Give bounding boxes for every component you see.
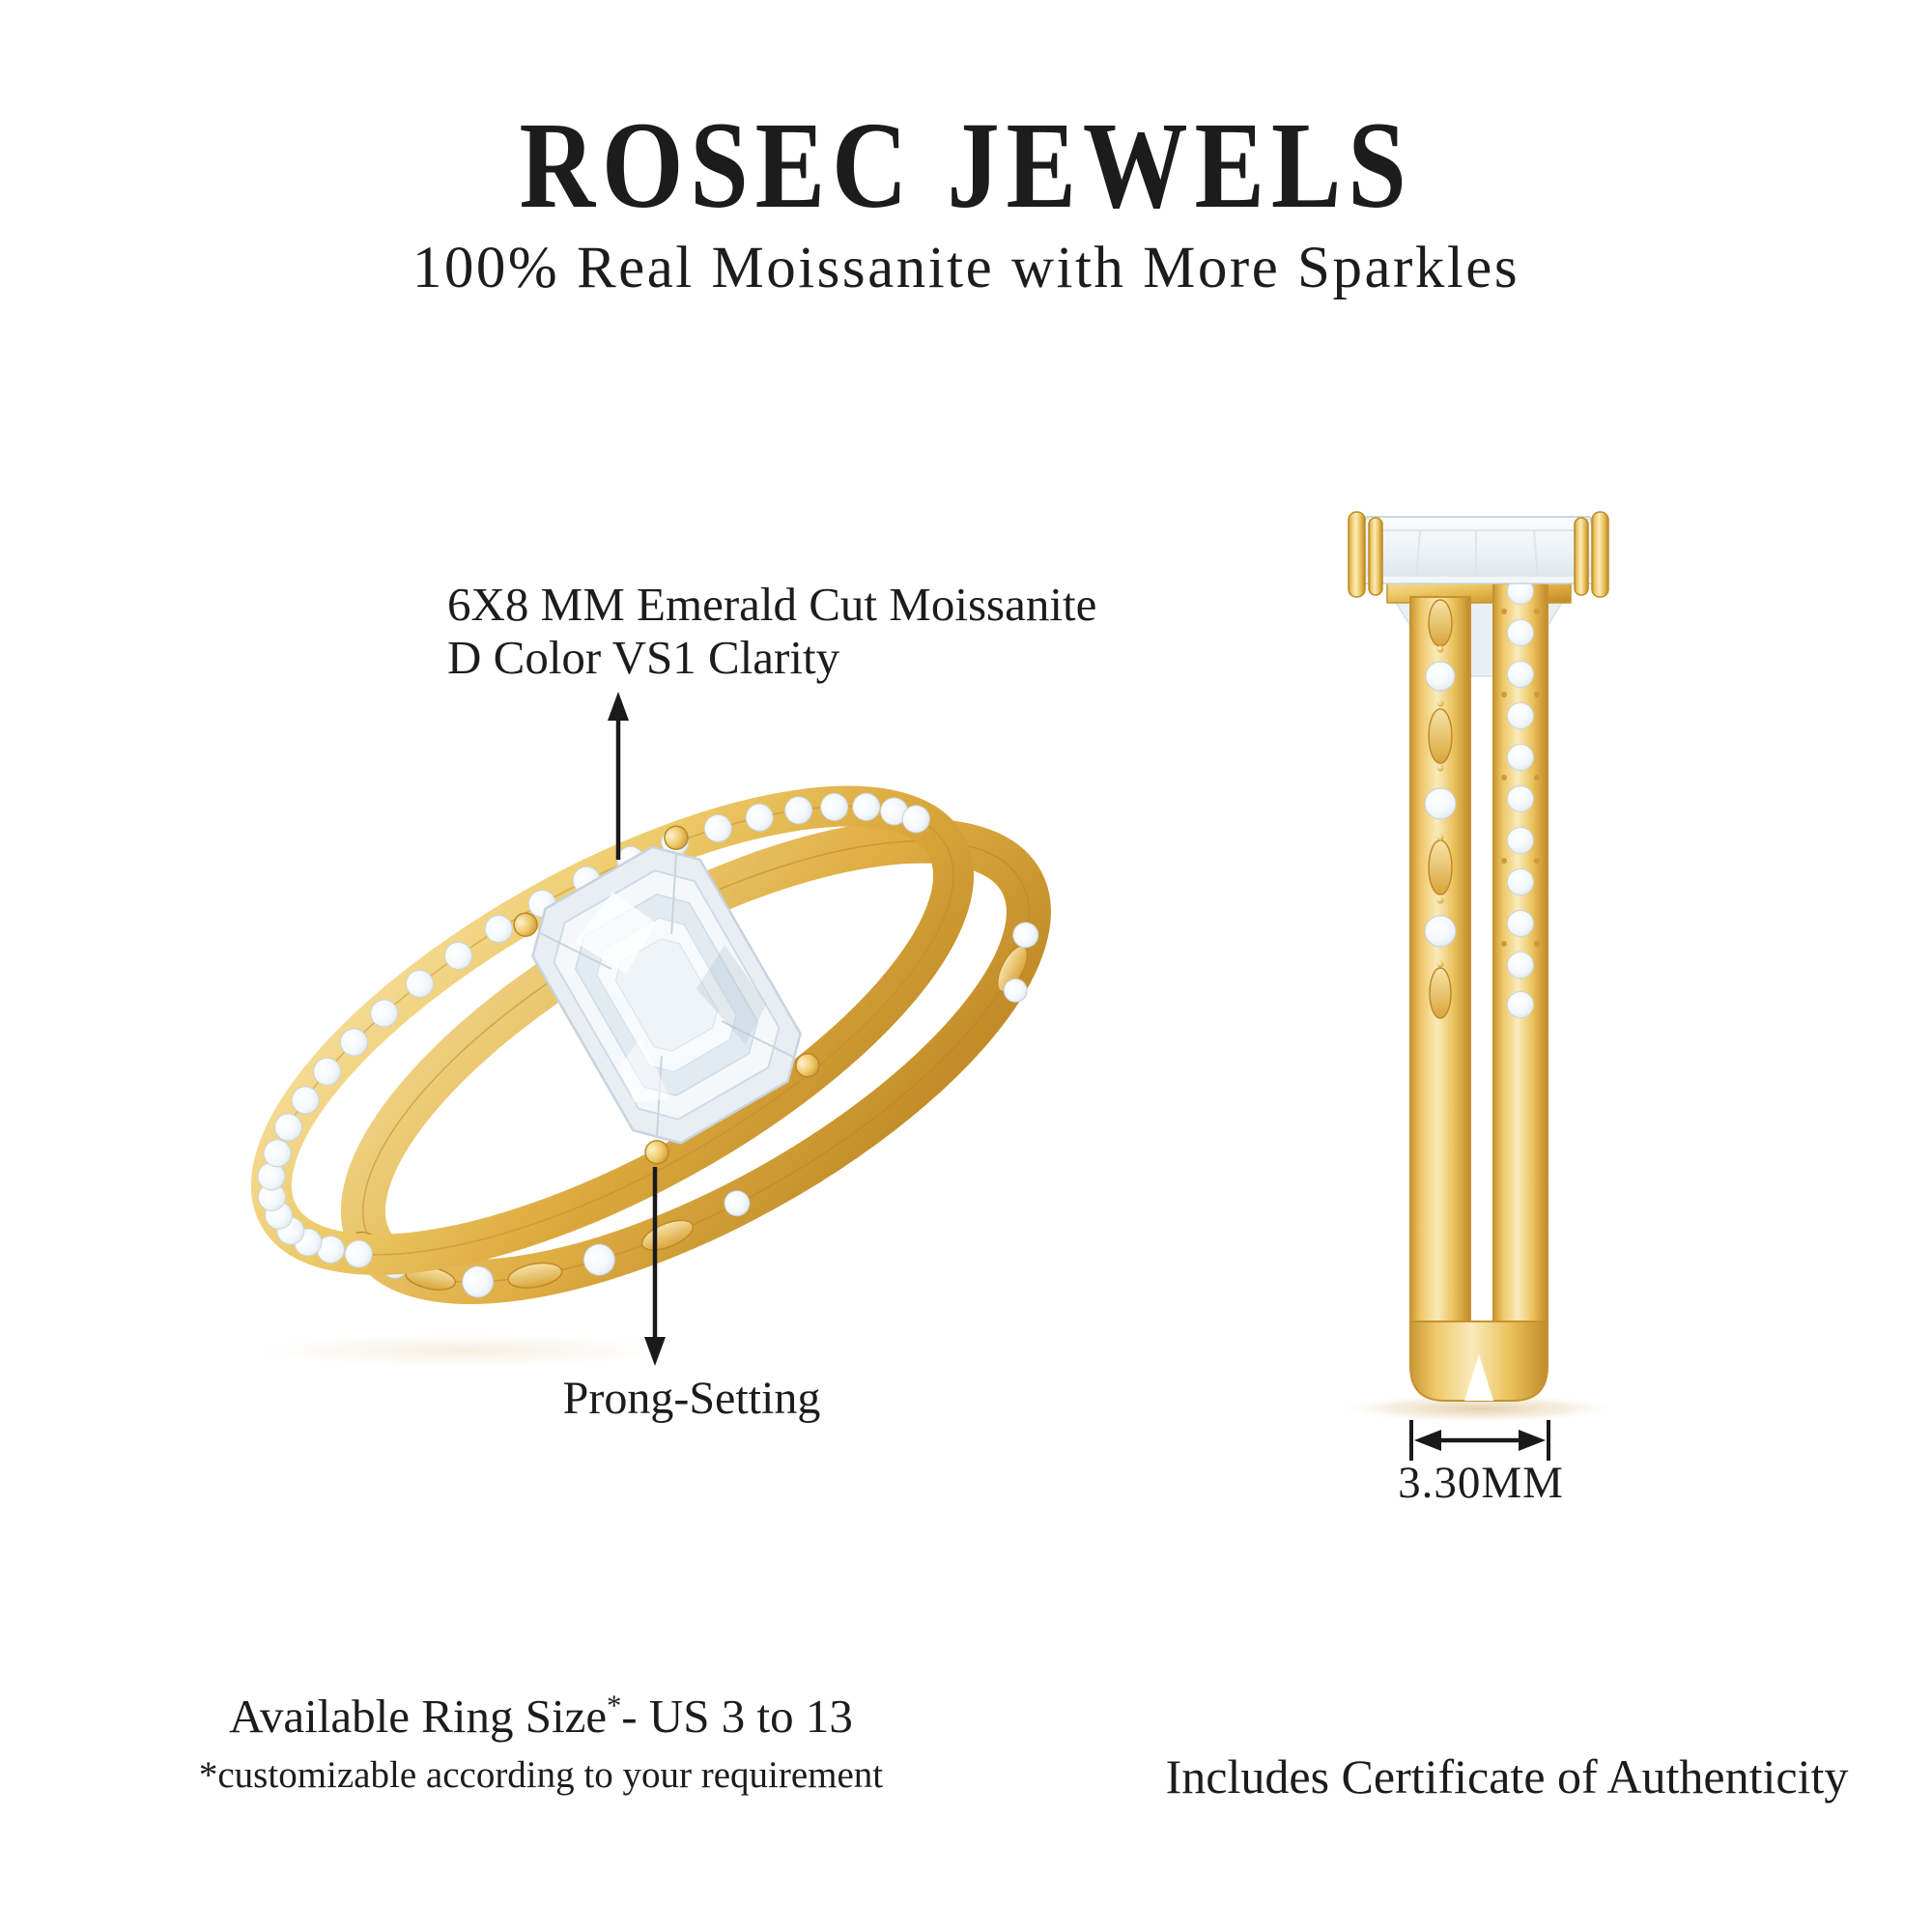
customization-note: *customizable according to your requirement — [198, 1754, 884, 1796]
ring-size-asterisk: * — [607, 1689, 622, 1722]
ring-side-view — [1339, 512, 1619, 1423]
arrow-up-icon — [608, 692, 629, 721]
ring-size-label: Available Ring Size — [229, 1690, 608, 1743]
stone-annotation-arrow — [608, 692, 629, 860]
ring-soft-shadow — [242, 1333, 686, 1368]
certificate-note: Includes Certificate of Authenticity — [1165, 1749, 1849, 1804]
stone-annotation-line1: 6X8 MM Emerald Cut Moissanite — [447, 578, 1097, 631]
ring-top-view — [190, 684, 1097, 1418]
prong-annotation-label: Prong-Setting — [562, 1373, 821, 1424]
ring-size-range: - US 3 to 13 — [621, 1690, 853, 1743]
double-headed-arrow-icon — [1414, 1430, 1441, 1451]
band-width-measure — [1411, 1420, 1548, 1461]
tagline: 100% Real Moissanite with More Sparkles — [412, 236, 1520, 300]
ring-size-line — [87, 1689, 995, 1744]
stone-annotation — [447, 578, 1096, 685]
ring-size-block — [87, 1689, 995, 1797]
brand-title: ROSEC JEWELS — [519, 97, 1413, 234]
stone-side-view — [1350, 517, 1605, 583]
stone-annotation-line2: D Color VS1 Clarity — [447, 631, 840, 685]
band-width-label: 3.30MM — [1398, 1458, 1564, 1508]
